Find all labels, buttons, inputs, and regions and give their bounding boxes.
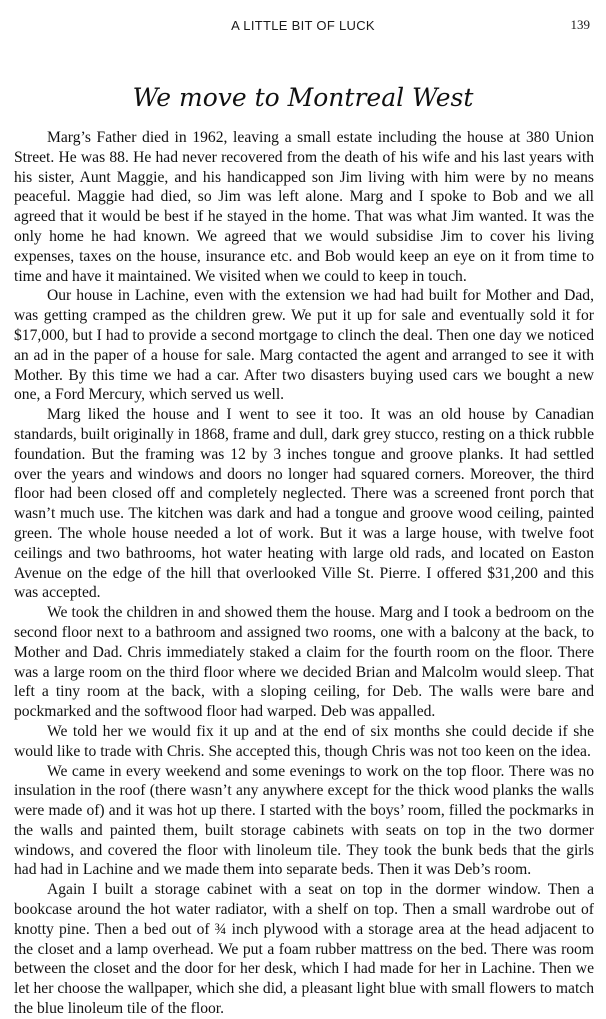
paragraph: We took the children in and showed them the house. Marg and I took a bedroom on the second floor next to a bathroom and assigned two rooms, one with a balcony at the back, to Mother and Dad. Chris immediately staked a claim for the fourth room on the floor. There was a large room on the third floor where we decided Brian and Malcolm would sleep. That left a tiny room at the back, with a sloping ceiling, for Deb. The walls were bare and pockmarked and the softwood floor had warped. Deb was appalled.	[14, 604, 594, 721]
paragraph: Our house in Lachine, even with the extension we had had built for Mother and Dad, was getting cramped as the children grew. We put it up for sale and eventually sold it for $17,000, but I had to provide a second mortgage to clinch the deal. Then one day we noticed an ad in the paper of a house for sale. Marg contacted the agent and arranged to see it with Mother. By this time we had a car. After two disasters buying used cars we bought a new one, a Ford Mercury, which served us well.	[14, 287, 594, 404]
page-number: 139	[570, 17, 590, 32]
body-text	[14, 128, 594, 1019]
paragraph: Again I built a storage cabinet with a seat on top in the dormer window. Then a bookcase around the hot water radiator, with a shelf on top. Then a small wardrobe out of knotty pine. Then a bed out of ¾ inch plywood with a storage area at the head adjacent to the closet and a lamp overhead. We put a foam rubber mattress on the bed. There was room between the closet and the door for her desk, which I had made for her in Lachine. Then we let her choose the wallpaper, which she did, a pleasant light blue with small flowers to match the blue linoleum tile of the floor.	[14, 881, 594, 1018]
paragraph: We came in every weekend and some evenings to work on the top floor. There was no insulation in the roof (there wasn’t any anywhere except for the thick wood planks the walls were made of) and it was hot up there. I started with the boys’ room, filled the pockmarks in the walls and painted them, built storage cabinets with seats on top in the two dormer windows, and covered the floor with linoleum tile. They took the bunk beds that the girls had had in Lachine and we made them into separate beds. Then it was Deb’s room.	[14, 762, 594, 879]
paragraph: Marg’s Father died in 1962, leaving a small estate including the house at 380 Union Street. He was 88. He had never recovered from the death of his wife and his last years with his sister, Aunt Maggie, and his handicapped son Jim living with him were by no means peaceful. Maggie had died, so Jim was left alone. Marg and I spoke to Bob and we all agreed that it would be best if he stayed in the home. That was what Jim wanted. It was the only home he had known. We agreed that we would subsidise Jim to cover his living expenses, taxes on the house, insurance etc. and Bob would keep an eye on it from time to time and have it maintained. We visited when we could to keep in touch.	[14, 129, 594, 285]
paragraph: We told her we would fix it up and at the end of six months she could decide if she would like to trade with Chris. She accepted this, though Chris was not too keen on the idea.	[14, 722, 594, 760]
paragraph: Marg liked the house and I went to see it too. It was an old house by Canadian standards, built originally in 1868, frame and dull, dark grey stucco, resting on a thick rubble foundation. But the framing was 12 by 3 inches tongue and groove planks. It had settled over the years and windows and doors no longer had squared corners. Moreover, the third floor had been closed off and completely neglected. There was a screened front porch that wasn’t much use. The kitchen was dark and had a tongue and groove wood ceiling, painted green. The whole house needed a lot of work. But it was a large house, with twelve foot ceilings and two bathrooms, hot water heating with large old rads, and located on Easton Avenue on the edge of the hill that overlooked Ville St. Pierre. I offered $31,200 and this was accepted.	[14, 406, 594, 602]
chapter-title: We move to Montreal West	[132, 83, 474, 112]
running-head: A LITTLE BIT OF LUCK	[231, 18, 375, 33]
